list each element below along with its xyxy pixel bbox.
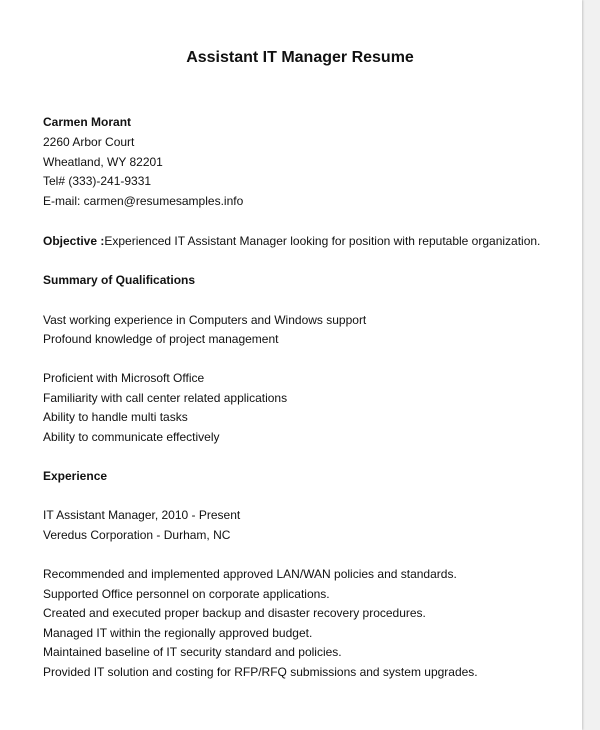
summary-item: Ability to communicate effectively [43,430,220,444]
contact-phone: Tel# (333)-241-9331 [43,174,152,188]
experience-duty: Maintained baseline of IT security standard and policies. [43,645,342,659]
experience-role: IT Assistant Manager, 2010 - Present [43,508,241,522]
summary-item: Profound knowledge of project management [43,332,279,346]
summary-item: Familiarity with call center related applications [43,391,288,405]
objective-line [43,234,540,248]
summary-item: Proficient with Microsoft Office [43,371,205,385]
experience-duty: Supported Office personnel on corporate applications. [43,587,330,601]
summary-item: Ability to handle multi tasks [43,410,188,424]
experience-duty: Provided IT solution and costing for RFP/RFQ submissions and system upgrades. [43,665,478,679]
objective-text: Experienced IT Assistant Manager looking for position with reputable organization. [104,234,541,248]
contact-email: E-mail: carmen@resumesamples.info [43,194,244,208]
summary-item: Vast working experience in Computers and Windows support [43,313,367,327]
resume-title: Assistant IT Manager Resume [186,49,414,66]
experience-duty: Created and executed proper backup and disaster recovery procedures. [43,606,426,620]
experience-heading: Experience [43,469,108,483]
contact-address: 2260 Arbor Court [43,135,135,149]
experience-duty: Recommended and implemented approved LAN/WAN policies and standards. [43,567,457,581]
experience-company: Veredus Corporation - Durham, NC [43,528,231,542]
contact-name: Carmen Morant [43,115,132,129]
experience-duty: Managed IT within the regionally approved budget. [43,626,313,640]
objective-label: Objective : [43,234,105,248]
summary-heading: Summary of Qualifications [43,273,196,287]
contact-city: Wheatland, WY 82201 [43,155,163,169]
